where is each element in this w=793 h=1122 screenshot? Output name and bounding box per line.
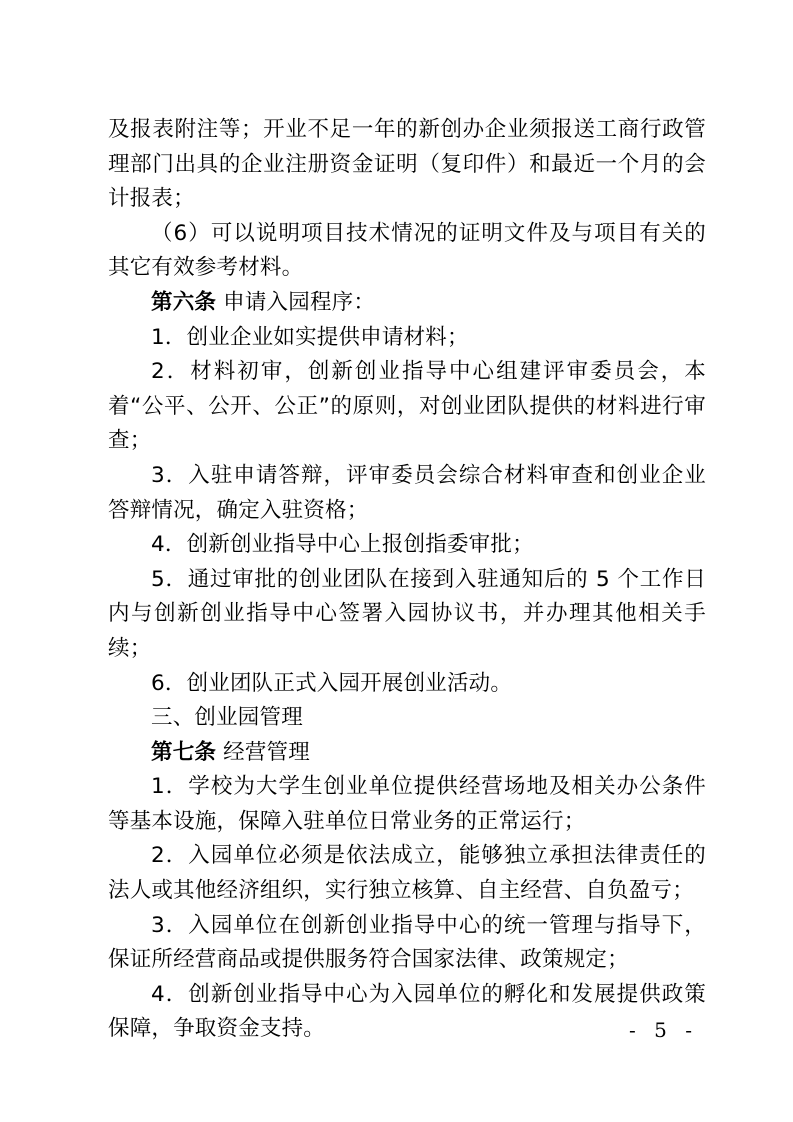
document-body bbox=[108, 113, 706, 1047]
page-number: - 5 - bbox=[629, 1018, 698, 1042]
management-item-2: 2．入园单位必须是依法成立，能够独立承担法律责任的法人或其他经济组织，实行独立核算、自主经营、自负盈亏； bbox=[108, 843, 706, 904]
procedure-step-4: 4．创新创业指导中心上报创指委审批； bbox=[151, 532, 534, 558]
management-item-4: 4．创新创业指导中心为入园单位的孵化和发展提供政策保障，争取资金支持。 bbox=[108, 981, 706, 1042]
article-7 bbox=[108, 736, 706, 771]
procedure-step-1: 1．创业企业如实提供申请材料； bbox=[151, 324, 469, 350]
article-6-title: 申请入园程序： bbox=[223, 289, 376, 315]
procedure-step-5: 5．通过审批的创业团队在接到入驻通知后的 5 个工作日内与创新创业指导中心签署入园协议书，并办理其他相关手续； bbox=[108, 566, 706, 661]
management-item-3: 3．入园单位在创新创业指导中心的统一管理与指导下，保证所经营商品或提供服务符合国家法律、政策规定； bbox=[108, 912, 706, 973]
paragraph-continuation: 及报表附注等；开业不足一年的新创办企业须报送工商行政管理部门出具的企业注册资金证明（复印件）和最近一个月的会计报表； bbox=[108, 117, 706, 212]
article-6 bbox=[108, 286, 706, 321]
article-7-heading: 第七条 bbox=[151, 739, 217, 765]
management-item-1: 1．学校为大学生创业单位提供经营场地及相关办公条件等基本设施，保障入驻单位日常业务的正常运行； bbox=[108, 774, 706, 834]
procedure-step-2: 2．材料初审，创新创业指导中心组建评审委员会，本着“公平、公开、公正”的原则，对创业团队提供的材料进行审查； bbox=[108, 359, 706, 454]
procedure-step-3: 3．入驻申请答辩，评审委员会综合材料审查和创业企业答辩情况，确定入驻资格； bbox=[108, 462, 706, 523]
paragraph-item-6: （6）可以说明项目技术情况的证明文件及与项目有关的其它有效参考材料。 bbox=[108, 220, 706, 281]
article-7-title: 经营管理 bbox=[223, 739, 310, 765]
procedure-step-6: 6．创业团队正式入园开展创业活动。 bbox=[151, 670, 513, 696]
article-6-heading: 第六条 bbox=[151, 289, 217, 315]
section-heading: 三、创业园管理 bbox=[151, 705, 303, 731]
